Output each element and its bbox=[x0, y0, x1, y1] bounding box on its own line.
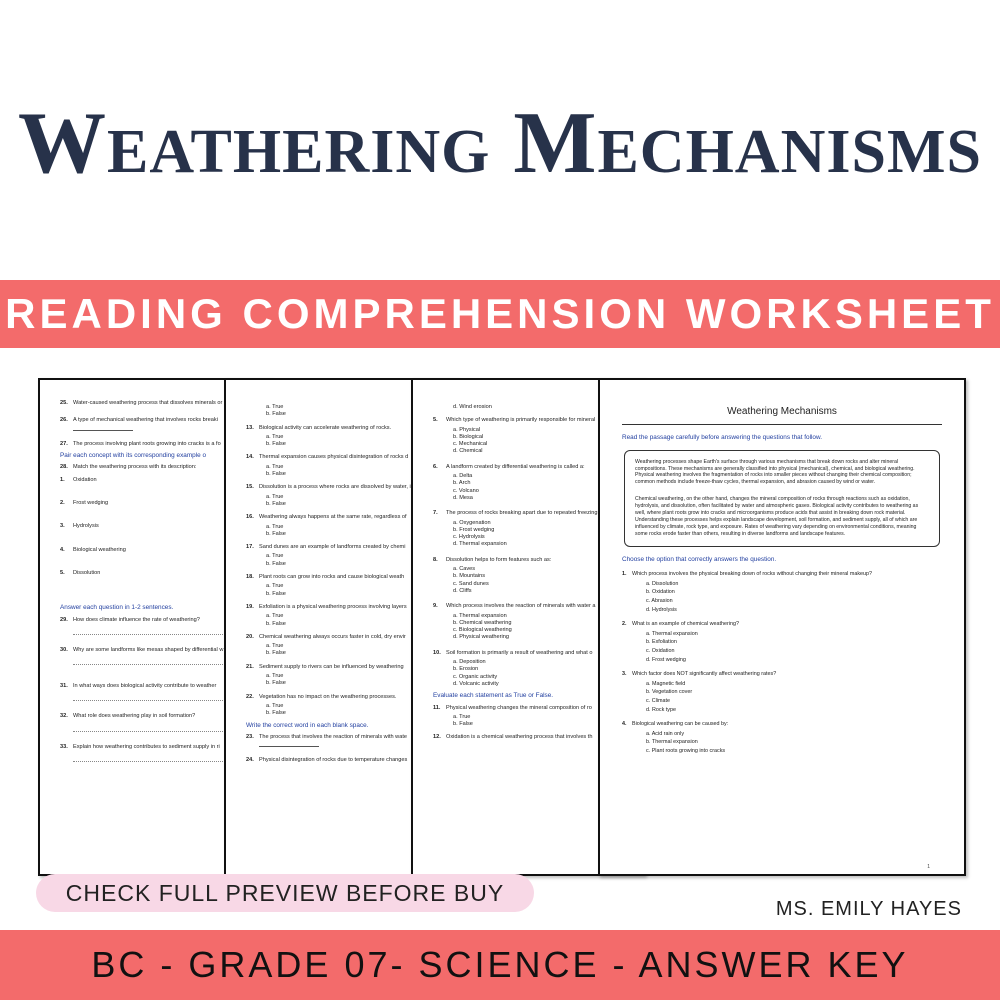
option: d. Frost wedging bbox=[646, 656, 686, 663]
option-false: b. False bbox=[266, 471, 286, 478]
option-true: a. True bbox=[266, 583, 284, 590]
q-num: 4. bbox=[622, 721, 627, 728]
q-num: 30. bbox=[60, 646, 68, 653]
q-num: 8. bbox=[433, 556, 438, 563]
q-text: Physical disintegration of rocks due to temperature changes bbox=[259, 757, 408, 764]
q-text: Physical weathering changes the mineral composition of ro bbox=[446, 704, 592, 711]
match-item: Frost wedging bbox=[73, 500, 109, 507]
option: c. Plant roots growing into cracks bbox=[646, 747, 726, 754]
q-text: Match the weathering process with its description: bbox=[73, 464, 197, 471]
q-text: Biological activity can accelerate weathering of rocks. bbox=[259, 424, 392, 431]
option: c. Volcano bbox=[453, 487, 479, 494]
q-num: 11. bbox=[433, 704, 441, 711]
q-text: How does climate influence the rate of weathering? bbox=[73, 616, 200, 623]
q-text: A landform created by differential weathering is called a: bbox=[446, 463, 585, 470]
option: a. Delta bbox=[453, 473, 473, 480]
q-text: Oxidation is a chemical weathering process that involves th bbox=[446, 734, 593, 741]
subtitle-text: READING COMPREHENSION WORKSHEET bbox=[5, 290, 995, 337]
page-number: 1 bbox=[927, 864, 930, 870]
q-num: 12. bbox=[433, 734, 441, 741]
answer-blank bbox=[73, 430, 133, 431]
passage-paragraph: Chemical weathering, on the other hand, changes the mineral composition of rocks through reactions such as oxidation, hydrolysis, and dissolution, often facilitated by water and atmospheric gases. Biological activity contributes to weathering as well, where plant roots grow into cracks and microorganisms produce acids that assist in breaking down rock material. Understanding these processes helps explain landscape development, soil formation, and sediment supply, all of which are influenced by climate, rock type, and exposure. Rates of weathering vary depending on environmental conditions, meaning some rocks erode faster than others, resulting in diverse landforms and landscape features. bbox=[635, 496, 919, 537]
q-text: Sand dunes are an example of landforms created by chemi bbox=[259, 544, 406, 551]
q-num: 22. bbox=[246, 693, 254, 700]
section-heading: Read the passage carefully before answering the questions that follow. bbox=[622, 434, 823, 441]
match-item: Dissolution bbox=[73, 569, 101, 576]
match-num: 2. bbox=[60, 500, 65, 507]
q-text: What role does weathering play in soil formation? bbox=[73, 713, 196, 720]
q-num: 28. bbox=[60, 464, 68, 471]
option: c. Hydrolysis bbox=[453, 534, 485, 541]
q-text: In what ways does biological activity contribute to weather bbox=[73, 683, 217, 690]
reading-passage bbox=[624, 450, 940, 547]
q-text: Soil formation is primarily a result of weathering and what o bbox=[446, 649, 593, 656]
q-text: Why are some landforms like mesas shaped by differential w bbox=[73, 646, 224, 653]
preview-badge: CHECK FULL PREVIEW BEFORE BUY bbox=[36, 874, 534, 912]
option: a. Thermal expansion bbox=[453, 612, 507, 619]
q-num: 10. bbox=[433, 649, 441, 656]
q-num: 18. bbox=[246, 574, 254, 581]
option: b. Arch bbox=[453, 480, 471, 487]
section-heading: Choose the option that correctly answers the question. bbox=[622, 555, 777, 563]
option: d. Cliffs bbox=[453, 587, 472, 594]
worksheet-page-1 bbox=[598, 378, 966, 876]
q-num: 32. bbox=[60, 713, 68, 720]
q-text: Dissolution is a process where rocks are dissolved by water, i bbox=[259, 484, 411, 491]
option-false: b. False bbox=[266, 590, 286, 597]
answer-line bbox=[73, 753, 243, 762]
q-num: 31. bbox=[60, 683, 68, 690]
option: a. Magnetic field bbox=[646, 680, 686, 687]
option: a. Thermal expansion bbox=[646, 630, 698, 637]
q-text: Explain how weathering contributes to sediment supply in ri bbox=[73, 743, 220, 750]
q-num: 24. bbox=[246, 757, 254, 764]
q-num: 14. bbox=[246, 454, 254, 461]
match-item: Biological weathering bbox=[73, 546, 126, 553]
q-text: Biological weathering can be caused by: bbox=[632, 721, 729, 728]
option: c. Climate bbox=[646, 697, 670, 704]
option: a. Dissolution bbox=[646, 580, 679, 587]
option: b. Oxidation bbox=[646, 589, 675, 596]
answer-line bbox=[73, 723, 243, 732]
option-true: a. True bbox=[266, 493, 284, 500]
section-heading: Answer each question in 1-2 sentences. bbox=[60, 604, 174, 612]
q-num: 5. bbox=[433, 417, 438, 424]
q-num: 29. bbox=[60, 616, 68, 623]
option: a. Physical bbox=[453, 426, 481, 433]
q-num: 17. bbox=[246, 544, 254, 551]
q-num: 7. bbox=[433, 510, 438, 517]
footer-text: BC - GRADE 07- SCIENCE - ANSWER KEY bbox=[91, 944, 909, 985]
option-false: b. False bbox=[266, 441, 286, 448]
option: c. Oxidation bbox=[646, 648, 675, 654]
q-num: 26. bbox=[60, 417, 68, 424]
q-text: Sediment supply to rivers can be influenced by weathering bbox=[259, 663, 404, 670]
q-num: 16. bbox=[246, 514, 254, 521]
page-title: Weathering Mechanisms bbox=[622, 406, 942, 425]
option: b. Frost wedging bbox=[453, 526, 495, 533]
main-title: Weathering Mechanisms bbox=[18, 95, 982, 192]
option-true: a. True bbox=[266, 433, 284, 440]
q-num: 23. bbox=[246, 733, 254, 740]
q-text: Which process involves the physical breaking down of rocks without changing their mineral makeup? bbox=[632, 571, 873, 578]
q-num: 1. bbox=[622, 571, 627, 578]
option-true: a. True bbox=[266, 613, 284, 620]
option: b. Chemical weathering bbox=[453, 619, 512, 626]
option-false: b. False bbox=[266, 710, 286, 717]
q-text: A type of mechanical weathering that involves rocks breaki bbox=[73, 417, 218, 424]
q-text: The process that involves the reaction of minerals with wate bbox=[259, 733, 407, 740]
q-num: 9. bbox=[433, 603, 438, 610]
option: d. Physical weathering bbox=[453, 634, 509, 641]
q-num: 15. bbox=[246, 484, 254, 491]
option-true: a. True bbox=[266, 673, 284, 680]
subtitle-banner bbox=[0, 280, 1000, 348]
option: b. Thermal expansion bbox=[646, 739, 698, 746]
option: d. Hydrolysis bbox=[646, 606, 677, 613]
q-text: Chemical weathering always occurs faster in cold, dry envir bbox=[259, 633, 406, 640]
option: a. Acid rain only bbox=[646, 730, 685, 737]
option: c. Sand dunes bbox=[453, 580, 489, 587]
match-item: Hydrolysis bbox=[73, 523, 99, 530]
option: d. Wind erosion bbox=[453, 404, 492, 410]
q-text: Which process involves the reaction of minerals with water a bbox=[446, 603, 596, 610]
option-false: b. False bbox=[266, 530, 286, 537]
answer-line bbox=[73, 626, 243, 635]
q-text: Which type of weathering is primarily responsible for mineral bbox=[446, 417, 596, 424]
option-true: a. True bbox=[266, 553, 284, 560]
q-text: Plant roots can grow into rocks and cause biological weath bbox=[259, 574, 405, 581]
q-text: Vegetation has no impact on the weathering processes. bbox=[259, 693, 397, 700]
option-false: b. False bbox=[266, 680, 286, 687]
q-num: 3. bbox=[622, 671, 627, 678]
footer-banner bbox=[0, 930, 1000, 1000]
q-text: Water-caused weathering process that dissolves minerals or bbox=[73, 400, 223, 406]
q-num: 6. bbox=[433, 463, 438, 470]
q-num: 19. bbox=[246, 603, 254, 610]
q-text: Dissolution helps to form features such as: bbox=[446, 556, 552, 563]
option-false: b. False bbox=[453, 721, 473, 728]
passage-paragraph: Weathering processes shape Earth's surface through various mechanisms that break down rocks and alter mineral compositions. These mechanisms are generally classified into physical (mechanical), chemical, and biological weathering. Physical weathering involves the fragmentation of rocks into smaller pieces without changing their chemical composition; common methods include freeze-thaw cycles, thermal expansion, and abrasion caused by wind or water. bbox=[635, 458, 915, 486]
author-name: MS. EMILY HAYES bbox=[775, 898, 962, 920]
q-text: Weathering always happens at the same rate, regardless of bbox=[259, 514, 407, 521]
match-num: 1. bbox=[60, 476, 65, 483]
match-num: 3. bbox=[60, 523, 65, 530]
q-num: 2. bbox=[622, 621, 627, 628]
match-item: Oxidation bbox=[73, 476, 97, 483]
option: b. Exfoliation bbox=[646, 639, 677, 646]
answer-line bbox=[73, 692, 243, 701]
option: a. Oxygenation bbox=[453, 519, 491, 526]
q-num: 20. bbox=[246, 633, 254, 640]
q-num: 25. bbox=[60, 400, 68, 406]
option: a. Deposition bbox=[453, 659, 486, 666]
q-num: 27. bbox=[60, 440, 68, 447]
option: b. Vegetation cover bbox=[646, 689, 693, 696]
option-true: a. True bbox=[266, 463, 284, 470]
q-num: 21. bbox=[246, 663, 254, 670]
q-num: 13. bbox=[246, 424, 254, 431]
option-false: b. False bbox=[266, 411, 286, 418]
answer-blank bbox=[259, 746, 319, 747]
option: c. Mechanical bbox=[453, 441, 488, 448]
option: c. Biological weathering bbox=[453, 627, 512, 634]
match-num: 4. bbox=[60, 546, 65, 553]
section-heading: Evaluate each statement as True or False. bbox=[433, 692, 554, 700]
q-num: 33. bbox=[60, 743, 68, 750]
option-true: a. True bbox=[453, 713, 471, 720]
option: a. Caves bbox=[453, 566, 476, 573]
q-text: What is an example of chemical weathering? bbox=[632, 621, 739, 628]
answer-line bbox=[73, 656, 243, 665]
option-false: b. False bbox=[266, 500, 286, 507]
option: b. Mountains bbox=[453, 573, 486, 580]
q-text: The process involving plant roots growing into cracks is a fo bbox=[73, 440, 221, 447]
option: b. Erosion bbox=[453, 666, 479, 673]
option-true: a. True bbox=[266, 523, 284, 530]
option-false: b. False bbox=[266, 620, 286, 627]
option: d. Rock type bbox=[646, 706, 676, 713]
option-false: b. False bbox=[266, 650, 286, 657]
option: d. Volcanic activity bbox=[453, 680, 499, 687]
section-heading: Write the correct word in each blank space. bbox=[246, 721, 369, 729]
match-num: 5. bbox=[60, 569, 65, 576]
q-text: The process of rocks breaking apart due to repeated freezing bbox=[446, 510, 598, 517]
q-text: Exfoliation is a physical weathering process involving layers bbox=[259, 603, 407, 610]
option: c. Abrasion bbox=[646, 598, 673, 605]
option: c. Organic activity bbox=[453, 673, 498, 680]
option-false: b. False bbox=[266, 560, 286, 567]
section-heading: Pair each concept with its corresponding example o bbox=[60, 452, 206, 460]
q-text: Thermal expansion causes physical disintegration of rocks d bbox=[259, 454, 409, 461]
option: d. Thermal expansion bbox=[453, 541, 507, 548]
option-true: a. True bbox=[266, 404, 284, 410]
option: d. Mesa bbox=[453, 494, 473, 501]
option-true: a. True bbox=[266, 702, 284, 709]
q-text: Which factor does NOT significantly affect weathering rates? bbox=[632, 671, 777, 678]
option: d. Chemical bbox=[453, 448, 483, 455]
option-true: a. True bbox=[266, 643, 284, 650]
option: b. Biological bbox=[453, 433, 484, 440]
